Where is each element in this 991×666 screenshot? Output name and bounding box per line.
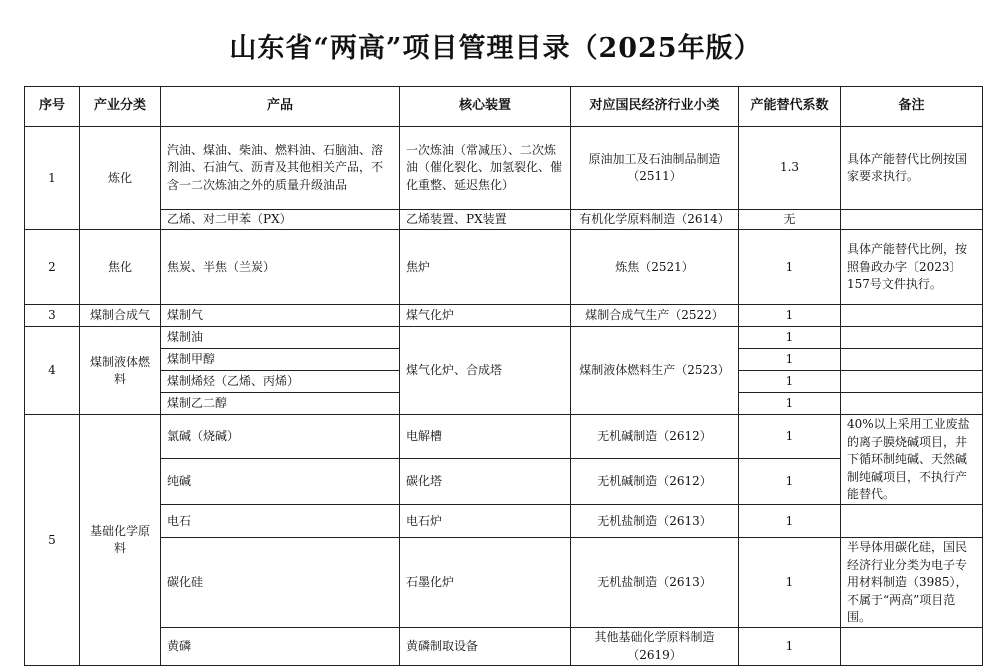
econ-cell: 无机盐制造（2613） bbox=[571, 505, 739, 538]
device-cell: 碳化塔 bbox=[400, 458, 571, 505]
industry-cell: 炼化 bbox=[80, 127, 161, 230]
header-device: 核心装置 bbox=[400, 87, 571, 127]
econ-cell: 煤制合成气生产（2522） bbox=[571, 305, 739, 327]
table-row bbox=[25, 538, 983, 628]
seq-cell: 5 bbox=[25, 415, 80, 666]
device-cell: 一次炼油（常减压）、二次炼油（催化裂化、加氢裂化、催化重整、延迟焦化） bbox=[400, 127, 571, 210]
coef-cell: 1 bbox=[739, 628, 841, 666]
device-cell: 焦炉 bbox=[400, 230, 571, 305]
seq-cell: 3 bbox=[25, 305, 80, 327]
coef-cell: 1 bbox=[739, 305, 841, 327]
econ-cell: 有机化学原料制造（2614） bbox=[571, 210, 739, 230]
header-product: 产品 bbox=[161, 87, 400, 127]
product-cell: 煤制油 bbox=[161, 327, 400, 349]
table-row bbox=[25, 458, 983, 505]
note-cell bbox=[841, 371, 983, 393]
product-cell: 氯碱（烧碱） bbox=[161, 415, 400, 458]
note-cell bbox=[841, 505, 983, 538]
coef-cell: 1 bbox=[739, 371, 841, 393]
table-row bbox=[25, 210, 983, 230]
product-cell: 煤制甲醇 bbox=[161, 349, 400, 371]
industry-cell: 煤制合成气 bbox=[80, 305, 161, 327]
coef-cell: 1 bbox=[739, 230, 841, 305]
header-econ: 对应国民经济行业小类 bbox=[571, 87, 739, 127]
note-cell bbox=[841, 305, 983, 327]
econ-cell: 其他基础化学原料制造（2619） bbox=[571, 628, 739, 666]
note-cell bbox=[841, 628, 983, 666]
document-title: 山东省“两高”项目管理目录（2025年版） bbox=[229, 33, 762, 64]
seq-cell: 4 bbox=[25, 327, 80, 415]
coef-cell: 1 bbox=[739, 327, 841, 349]
product-cell: 乙烯、对二甲苯（PX） bbox=[161, 210, 400, 230]
econ-cell: 炼焦（2521） bbox=[571, 230, 739, 305]
note-cell: 半导体用碳化硅，国民经济行业分类为电子专用材料制造（3985），不属于“两高”项目范围。 bbox=[841, 538, 983, 628]
coef-cell: 1 bbox=[739, 505, 841, 538]
product-cell: 煤制烯烃（乙烯、丙烯） bbox=[161, 371, 400, 393]
table-row bbox=[25, 305, 983, 327]
header-seq: 序号 bbox=[25, 87, 80, 127]
device-cell: 黄磷制取设备 bbox=[400, 628, 571, 666]
coef-cell: 1 bbox=[739, 538, 841, 628]
table-row bbox=[25, 505, 983, 538]
coef-cell: 1 bbox=[739, 393, 841, 415]
seq-cell: 2 bbox=[25, 230, 80, 305]
coef-cell: 1.3 bbox=[739, 127, 841, 210]
note-cell bbox=[841, 393, 983, 415]
header-coef: 产能替代系数 bbox=[739, 87, 841, 127]
industry-cell: 焦化 bbox=[80, 230, 161, 305]
table-row bbox=[25, 327, 983, 349]
econ-cell: 无机碱制造（2612） bbox=[571, 458, 739, 505]
header-note: 备注 bbox=[841, 87, 983, 127]
coef-cell: 无 bbox=[739, 210, 841, 230]
note-cell bbox=[841, 210, 983, 230]
econ-cell: 无机碱制造（2612） bbox=[571, 415, 739, 458]
industry-cell: 基础化学原料 bbox=[80, 415, 161, 666]
coef-cell: 1 bbox=[739, 415, 841, 458]
device-cell: 石墨化炉 bbox=[400, 538, 571, 628]
product-cell: 纯碱 bbox=[161, 458, 400, 505]
device-cell: 电解槽 bbox=[400, 415, 571, 458]
table-row bbox=[25, 230, 983, 305]
product-cell: 电石 bbox=[161, 505, 400, 538]
product-cell: 煤制乙二醇 bbox=[161, 393, 400, 415]
econ-cell: 煤制液体燃料生产（2523） bbox=[571, 327, 739, 415]
project-catalog-table bbox=[24, 86, 983, 666]
device-cell: 煤气化炉、合成塔 bbox=[400, 327, 571, 415]
note-cell bbox=[841, 349, 983, 371]
table-row bbox=[25, 415, 983, 458]
product-cell: 煤制气 bbox=[161, 305, 400, 327]
note-cell: 40%以上采用工业废盐的离子膜烧碱项目，井下循环制纯碱、天然碱制纯碱项目，不执行产能替代。 bbox=[841, 415, 983, 505]
coef-cell: 1 bbox=[739, 349, 841, 371]
econ-cell: 无机盐制造（2613） bbox=[571, 538, 739, 628]
device-cell: 乙烯装置、PX装置 bbox=[400, 210, 571, 230]
industry-cell: 煤制液体燃料 bbox=[80, 327, 161, 415]
econ-cell: 原油加工及石油制品制造（2511） bbox=[571, 127, 739, 210]
product-cell: 碳化硅 bbox=[161, 538, 400, 628]
product-cell: 焦炭、半焦（兰炭） bbox=[161, 230, 400, 305]
note-cell bbox=[841, 327, 983, 349]
note-cell: 具体产能替代比例按国家要求执行。 bbox=[841, 127, 983, 210]
table-row bbox=[25, 127, 983, 210]
header-row bbox=[25, 87, 983, 127]
note-cell: 具体产能替代比例，按照鲁政办字〔2023〕157号文件执行。 bbox=[841, 230, 983, 305]
header-industry: 产业分类 bbox=[80, 87, 161, 127]
device-cell: 煤气化炉 bbox=[400, 305, 571, 327]
table-row bbox=[25, 628, 983, 666]
device-cell: 电石炉 bbox=[400, 505, 571, 538]
product-cell: 黄磷 bbox=[161, 628, 400, 666]
coef-cell: 1 bbox=[739, 458, 841, 505]
seq-cell: 1 bbox=[25, 127, 80, 230]
product-cell: 汽油、煤油、柴油、燃料油、石脑油、溶剂油、石油气、沥青及其他相关产品，不含一二次炼油之外的质量升级油品 bbox=[161, 127, 400, 210]
